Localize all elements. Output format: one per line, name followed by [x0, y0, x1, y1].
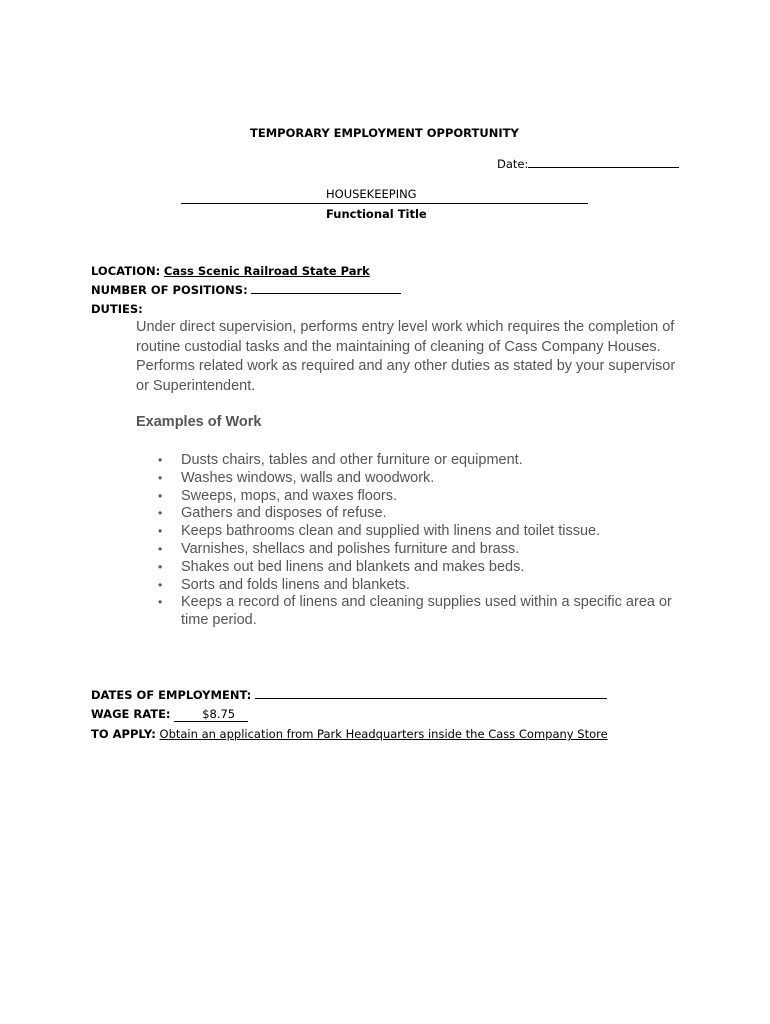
list-item: • Keeps bathrooms clean and supplied with linens and toilet tissue.: [158, 523, 601, 540]
bullet-icon: •: [158, 541, 163, 556]
dates-row: [91, 688, 607, 702]
list-item: • Keeps a record of linens and cleaning supplies used within a specific area or time period.: [158, 594, 672, 629]
bullet-icon: •: [158, 488, 163, 503]
bullet-icon: •: [158, 506, 163, 521]
functional-title-label: Functional Title: [326, 207, 427, 221]
list-item: • Washes windows, walls and woodwork.: [158, 469, 435, 486]
positions-row: [91, 283, 401, 297]
wage-label: WAGE RATE:: [91, 707, 171, 721]
bullet-icon: •: [158, 559, 163, 574]
list-item: • Dusts chairs, tables and other furniture or equipment.: [158, 452, 523, 468]
apply-label: TO APPLY:: [91, 727, 156, 741]
date-blank[interactable]: [528, 166, 679, 168]
position-title: HOUSEKEEPING: [326, 187, 417, 201]
list-item: • Gathers and disposes of refuse.: [158, 505, 387, 522]
page-title: TEMPORARY EMPLOYMENT OPPORTUNITY: [250, 126, 519, 140]
list-item: • Sorts and folds linens and blankets.: [158, 576, 410, 593]
examples-list: [158, 452, 678, 630]
bullet-icon: •: [158, 577, 163, 592]
dates-blank[interactable]: [255, 697, 607, 699]
apply-row: [91, 727, 608, 741]
bullet-icon: •: [158, 453, 163, 467]
location-value: Cass Scenic Railroad State Park: [163, 264, 370, 278]
wage-row: [91, 707, 248, 722]
duties-label: DUTIES:: [91, 302, 143, 316]
list-item: • Varnishes, shellacs and polishes furniture and brass.: [158, 540, 520, 557]
wage-value: $8.75: [174, 708, 248, 722]
list-item: • Shakes out bed linens and blankets and makes beds.: [158, 558, 525, 575]
examples-heading: Examples of Work: [136, 414, 262, 430]
duties-description: Under direct supervision, performs entry level work which requires the completion of routine custodial tasks and the maintaining of cleaning of Cass Company Houses. Performs related work as required and any other duties as stated by your supervisor or Superintendent.: [136, 319, 676, 394]
date-row: [497, 157, 679, 171]
positions-blank[interactable]: [251, 292, 401, 294]
location-label: LOCATION:: [91, 264, 161, 278]
dates-label: DATES OF EMPLOYMENT:: [91, 688, 252, 702]
bullet-icon: •: [158, 595, 163, 610]
bullet-icon: •: [158, 470, 163, 485]
list-item: • Sweeps, mops, and waxes floors.: [158, 487, 397, 504]
position-title-line: [181, 203, 588, 204]
date-label: Date:: [497, 157, 529, 171]
bullet-icon: •: [158, 524, 163, 539]
location-row: [91, 264, 370, 278]
apply-value: Obtain an application from Park Headquarters inside the Cass Company Store: [159, 727, 608, 741]
positions-label: NUMBER OF POSITIONS:: [91, 283, 248, 297]
